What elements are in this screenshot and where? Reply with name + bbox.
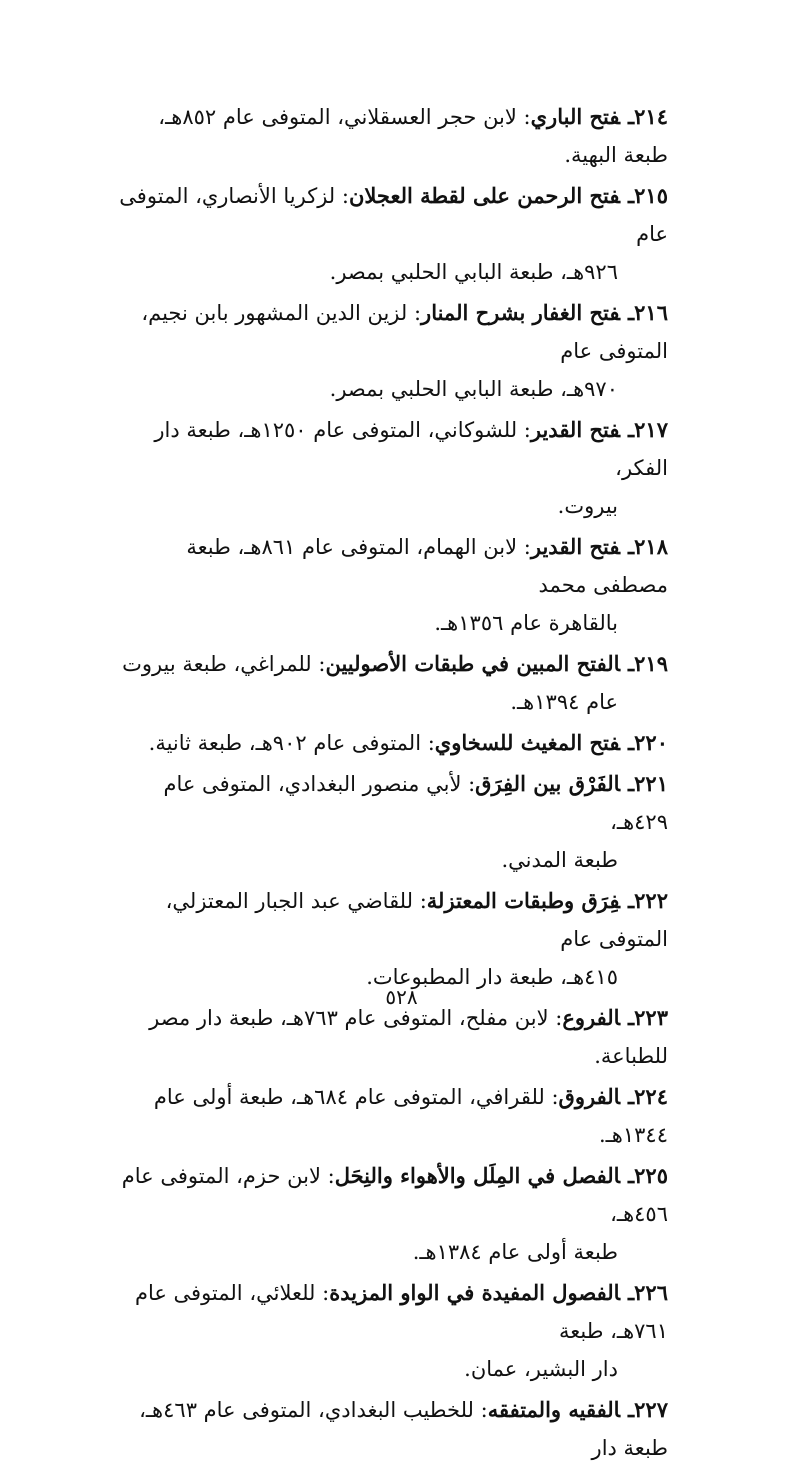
entry-number: ٢٢٣ـ (628, 1005, 668, 1030)
entry-title: الفروع (562, 1005, 620, 1030)
bibliography-entry (108, 882, 668, 996)
bibliography-entry (108, 724, 668, 762)
entry-continuation: ٩٧٠هـ، طبعة البابي الحلبي بمصر. (329, 377, 618, 401)
entry-text: : للقاضي عبد الجبار المعتزلي، المتوفى عام (165, 889, 668, 951)
entry-number: ٢١٨ـ (628, 534, 668, 559)
bibliography-entry (108, 177, 668, 291)
entry-text: : لزكريا الأنصاري، المتوفى عام (119, 184, 668, 246)
entry-number: ٢١٧ـ (628, 417, 668, 442)
entry-text: : للقرافي، المتوفى عام ٦٨٤هـ، طبعة أولى عام ١٣٤٤هـ. (153, 1085, 668, 1147)
entry-text: : لابن حجر العسقلاني، المتوفى عام ٨٥٢هـ، طبعة البهية. (158, 105, 668, 167)
entry-continuation: بالقاهرة عام ١٣٥٦هـ. (434, 611, 618, 635)
entry-title: الفقيه والمتفقه (487, 1397, 620, 1422)
entry-continuation: ٤١٥هـ، طبعة دار المطبوعات. (366, 965, 618, 989)
entry-number: ٢٢٤ـ (628, 1084, 668, 1109)
bibliography-entry (108, 294, 668, 408)
entry-continuation: ٩٢٦هـ، طبعة البابي الحلبي بمصر. (329, 260, 618, 284)
bibliography-entry (108, 1157, 668, 1271)
entry-title: فتح الرحمن على لقطة العجلان (348, 183, 620, 208)
entry-continuation: طبعة أولى عام ١٣٨٤هـ. (412, 1240, 618, 1264)
entry-text: : للشوكاني، المتوفى عام ١٢٥٠هـ، طبعة دار الفكر، (154, 418, 668, 480)
entry-number: ٢١٤ـ (628, 104, 668, 129)
entry-title: الفتح المبين في طبقات الأصوليين (325, 651, 620, 676)
entry-number: ٢١٥ـ (628, 183, 668, 208)
entry-title: الفروق (558, 1084, 620, 1109)
entry-title: الفصول المفيدة في الواو المزيدة (329, 1280, 620, 1305)
entry-number: ٢١٦ـ (628, 300, 668, 325)
entry-text: : لابن الهمام، المتوفى عام ٨٦١هـ، طبعة مصطفى محمد (186, 535, 668, 597)
entry-title: فتح الباري (530, 104, 620, 129)
entry-continuation: دار البشير، عمان. (464, 1357, 618, 1381)
entry-number: ٢١٩ـ (628, 651, 668, 676)
entry-text: : لابن حزم، المتوفى عام ٤٥٦هـ، (121, 1164, 668, 1226)
bibliography-entry (108, 98, 668, 174)
entry-text: : المتوفى عام ٩٠٢هـ، طبعة ثانية. (148, 731, 435, 755)
entry-number: ٢٢٦ـ (628, 1280, 668, 1305)
bibliography-entry (108, 528, 668, 642)
entry-title: فتح القدير (530, 534, 620, 559)
entry-number: ٢٢٥ـ (628, 1163, 668, 1188)
bibliography-entry (108, 645, 668, 721)
bibliography-entry (108, 765, 668, 879)
entry-text: : لأبي منصور البغدادي، المتوفى عام ٤٢٩هـ، (163, 772, 668, 834)
entry-title: الفصل في المِلَل والأهواء والنِحَل (334, 1163, 620, 1188)
entry-number: ٢٢٧ـ (628, 1397, 668, 1422)
bibliography-entry (108, 1078, 668, 1154)
entry-continuation: عام ١٣٩٤هـ. (510, 690, 618, 714)
entry-number: ٢٢١ـ (628, 771, 668, 796)
entry-title: الفَرْق بين الفِرَق (475, 771, 620, 796)
bibliography-entry (108, 1391, 668, 1467)
bibliography-entry (108, 1274, 668, 1388)
entry-text: : للعلائي، المتوفى عام ٧٦١هـ، طبعة (134, 1281, 668, 1343)
entry-number: ٢٢٢ـ (628, 888, 668, 913)
entry-continuation: بيروت. (557, 494, 618, 518)
entry-title: فتح المغيث للسخاوي (434, 730, 620, 755)
entry-text: : للمراغي، طبعة بيروت (122, 652, 326, 676)
entry-text: : للخطيب البغدادي، المتوفى عام ٤٦٣هـ، طبعة دار (139, 1398, 668, 1460)
entry-title: فِرَق وطبقات المعتزلة (426, 888, 620, 913)
bibliography-entry (108, 411, 668, 525)
entry-text: : لزين الدين المشهور بابن نجيم، المتوفى عام (141, 301, 668, 363)
page-number: ٥٢٨ (385, 985, 418, 1009)
entry-title: فتح الغفار بشرح المنار (421, 300, 620, 325)
entry-number: ٢٢٠ـ (628, 730, 668, 755)
bibliography-list (108, 98, 668, 1470)
entry-title: فتح القدير (530, 417, 620, 442)
bibliography-entry (108, 999, 668, 1075)
entry-continuation: طبعة المدني. (501, 848, 618, 872)
entry-text: : لابن مفلح، المتوفى عام ٧٦٣هـ، طبعة دار مصر للطباعة. (149, 1006, 668, 1068)
